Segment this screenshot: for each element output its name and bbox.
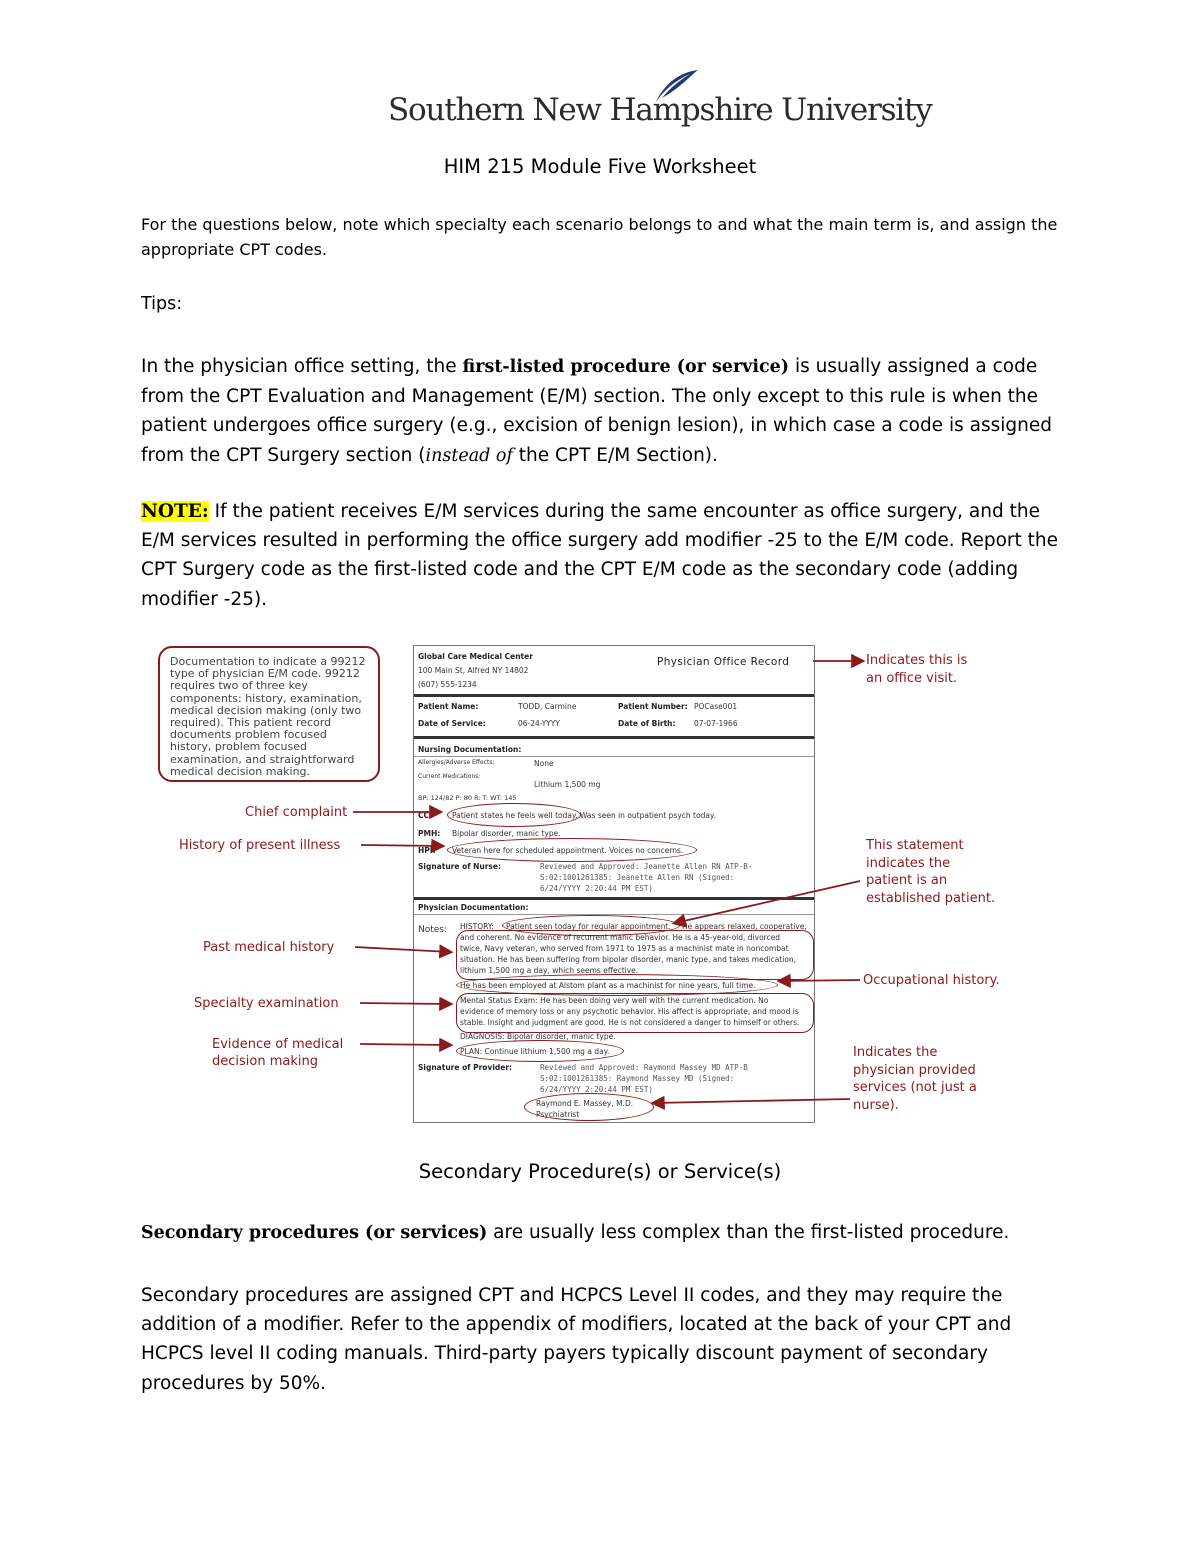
- rec-cc: Patient states he feels well today.: [452, 811, 578, 820]
- rec-provider-title: Psychiatrist: [536, 1110, 580, 1119]
- logo-text: Southern New Hampshire University: [388, 92, 932, 128]
- rec-pt-num: POCase001: [694, 702, 738, 711]
- paragraph-secondary-details: Secondary procedures are assigned CPT and HCPCS Level II codes, and they may require the addition of a modifier. Refer to the appendix of modifiers, located at the back of your CPT and HCPCS level II coding manuals. Third-party payers typically discount payment of secondary procedures by 50%.: [141, 1285, 1012, 1394]
- secondary-section-title: Secondary Procedure(s) or Service(s): [418, 1160, 782, 1183]
- rec-pmh: Bipolar disorder, manic type.: [452, 829, 561, 838]
- label-specialty-exam: Specialty examination: [194, 996, 339, 1011]
- label-phys-line2: physician provided: [853, 1062, 976, 1078]
- rec-occupational: He has been employed at Alstom plant as a machinist for nine years, full time.: [460, 981, 756, 990]
- rec-pt-num-label: Patient Number:: [618, 702, 688, 711]
- rec-meds: Lithium 1,500 mg: [534, 780, 601, 789]
- leaf-icon: [650, 70, 700, 104]
- label-est-line2: indicates the: [866, 855, 951, 871]
- p3-text: are usually less complex than the first-listed procedure.: [487, 1222, 1010, 1243]
- label-mdm-line1: Evidence of medical: [212, 1037, 344, 1052]
- p1-text-c: is usually assigned a code from the CPT Evaluation and Management (E/M) section. The only except to this rule is when the patient undergoes office surgery (e.g., excision of benign lesion), in which case a code is assigned from the CPT Surgery section (: [141, 356, 1052, 466]
- p1-text-e: the CPT E/M Section).: [512, 444, 718, 466]
- rec-pt-name-label: Patient Name:: [418, 702, 479, 711]
- rec-mse-3: stable. Insight and judgment are good. He is not considered a danger to himself or others.: [460, 1018, 800, 1027]
- rec-cc-label: CC:: [418, 811, 433, 820]
- rec-hist-label: HISTORY:: [460, 922, 494, 931]
- rec-org: Global Care Medical Center: [418, 652, 533, 661]
- note-text: If the patient receives E/M services during the same encounter as office surgery, and the E/M services resulted in performing the office surgery add modifier -25 to the E/M code. Report the CPT Surgery code as the first-listed code and the CPT E/M code as the secondary code (adding modifier -25).: [141, 501, 1059, 610]
- rec-dob-label: Date of Birth:: [618, 719, 676, 728]
- rec-hist-1b: Patient seen today for regular appointment.: [506, 922, 671, 931]
- e-m-code-callout: Documentation to indicate a 99212 type of physician E/M code. 99212 requires two of three key components: history, examination, medical decision making (only two required). This patient record documents problem focused history, problem focused examination, and straightforward medical decision making.: [158, 646, 380, 782]
- rec-hist-3: twice, Navy veteran, who served from 1971 to 1975 as a machinist mate in noncombat: [460, 944, 789, 953]
- page-title: HIM 215 Module Five Worksheet: [443, 155, 757, 178]
- rec-pmh-label: PMH:: [418, 829, 441, 838]
- label-mdm-line2: decision making: [212, 1054, 318, 1069]
- rec-dos-label: Date of Service:: [418, 719, 486, 728]
- rec-sig-prov-label: Signature of Provider:: [418, 1063, 513, 1072]
- rec-hpi-label: HPI:: [418, 846, 436, 855]
- rec-hist-1c: He appears relaxed, cooperative,: [682, 922, 807, 931]
- rec-sig-nurse-label: Signature of Nurse:: [418, 862, 501, 871]
- label-est-line4: established patient.: [866, 890, 996, 906]
- rec-sig-prov-2: S:02:1001261385: Raymond Massey MD (Signed:: [540, 1074, 735, 1083]
- rec-meds-label: Current Medications:: [418, 773, 481, 780]
- rec-physician-heading: Physician Documentation:: [418, 903, 529, 912]
- p1-italic: instead of: [425, 445, 513, 466]
- rec-hist-2: and coherent. No evidence of recurrent manic behavior. He is a 45-year-old, divorced: [460, 933, 781, 942]
- rec-plan: PLAN: Continue lithium 1,500 mg a day.: [460, 1047, 610, 1056]
- label-est-line3: patient is an: [866, 873, 948, 888]
- paragraph-note: [141, 497, 1071, 614]
- p1-emphasis: first-listed procedure (or service): [462, 357, 790, 377]
- paragraph-first-listed: [141, 352, 1071, 471]
- university-logo: [388, 70, 932, 140]
- label-phys-line4: nurse).: [853, 1097, 899, 1113]
- label-occupational-history: Occupational history.: [863, 973, 1000, 988]
- rec-cc2: Was seen in outpatient psych today.: [580, 811, 716, 820]
- rec-pt-name: TODD, Carmine: [518, 702, 577, 711]
- rec-mse-2: evidence of memory loss or any psychotic behavior. His affect is appropriate, and mood is: [460, 1007, 799, 1016]
- annotation-arrows: [150, 640, 1030, 1130]
- rec-hpi: Veteran here for scheduled appointment. Voices no concerns.: [452, 846, 684, 855]
- p1-text-a: In the physician office setting, the: [141, 356, 463, 377]
- rec-sig-prov-1: Reviewed and Approved: Raymond Massey MD ATP-B: [540, 1063, 748, 1072]
- label-chief-complaint: Chief complaint: [245, 805, 348, 820]
- rec-dos: 06-24-YYYY: [518, 719, 560, 728]
- rec-allergies: None: [534, 759, 554, 768]
- label-phys-line1: Indicates the: [853, 1045, 938, 1060]
- note-label: NOTE:: [141, 501, 209, 522]
- label-hpi: History of present illness: [179, 838, 341, 853]
- annotated-record-figure: [150, 640, 1030, 1130]
- rec-diagnosis: DIAGNOSIS: Bipolar disorder, manic type.: [460, 1032, 616, 1041]
- rec-sig-nurse-3: 6/24/YYYY 2:20:44 PM EST): [540, 884, 653, 893]
- rec-phone: (607) 555-1234: [418, 680, 477, 689]
- rec-sig-prov-3: 6/24/YYYY 2:20:44 PM EST): [540, 1085, 653, 1094]
- label-office-line2: an office visit.: [866, 670, 958, 686]
- rec-vitals: BP: 124/82 P: 80 R: T: WT: 145: [418, 794, 517, 802]
- rec-sig-nurse-2: S:02:1001261385: Jeanette Allen RN (Signed:: [540, 873, 735, 882]
- rec-hist-5: lithium 1,500 mg a day, which seems effective.: [460, 966, 639, 975]
- rec-hist-4: situation. He has been suffering from bipolar disorder, manic type, and takes medication,: [460, 955, 797, 964]
- rec-dob: 07-07-1966: [694, 719, 738, 728]
- rec-provider-name: Raymond E. Massey, M.D.: [536, 1099, 634, 1108]
- intro-text: For the questions below, note which specialty each scenario belongs to and what the main term is, and assign the appropriate CPT codes.: [141, 215, 1058, 259]
- rec-notes-label: Notes:: [418, 925, 448, 935]
- paragraph-secondary-intro: [141, 1222, 1071, 1243]
- p3-emphasis: Secondary procedures (or services): [141, 1223, 488, 1243]
- label-phys-line3: services (not just a: [853, 1080, 977, 1095]
- label-past-medical-history: Past medical history: [203, 940, 335, 955]
- rec-nursing-heading: Nursing Documentation:: [418, 745, 522, 754]
- rec-allergies-label: Allergies/Adverse Effects:: [418, 759, 495, 766]
- rec-address: 100 Main St, Alfred NY 14802: [418, 666, 529, 675]
- rec-heading: Physician Office Record: [657, 656, 790, 668]
- rec-sig-nurse-1: Reviewed and Approved: Jeanette Allen RN ATP-B-: [540, 862, 753, 871]
- label-office-line1: Indicates this is: [866, 653, 968, 668]
- rec-mse-1: Mental Status Exam: He has been doing very well with the current medication. No: [460, 996, 769, 1005]
- label-est-line1: This statement: [866, 838, 964, 853]
- tips-label: Tips:: [141, 294, 183, 314]
